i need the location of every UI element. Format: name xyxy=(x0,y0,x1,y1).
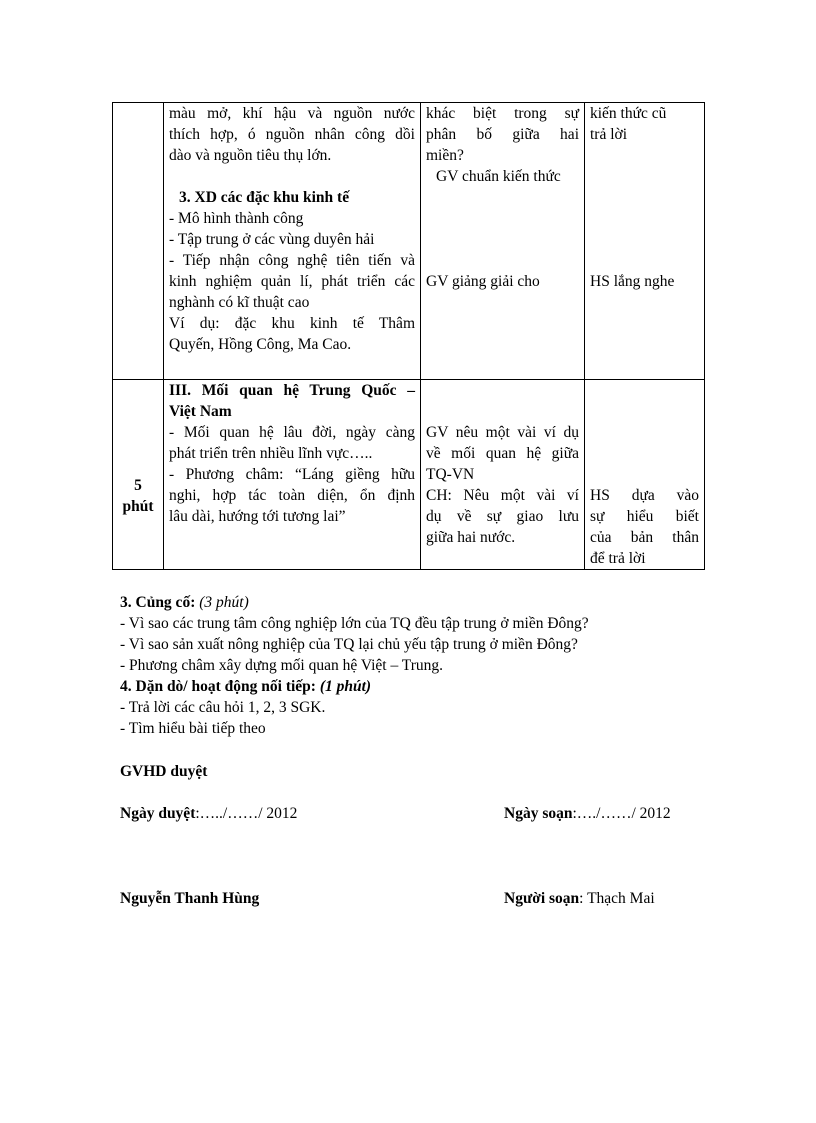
student-line: HS lắng nghe xyxy=(590,273,675,290)
student-line: để trả lời xyxy=(590,550,646,567)
content-line: - Tiếp nhận công nghệ tiên tiến và xyxy=(169,252,415,269)
teacher-line: GV giảng giải cho xyxy=(426,273,540,290)
content-line: Quyến, Hồng Công, Ma Cao. xyxy=(169,336,352,353)
content-line: Ví dụ: đặc khu kinh tế Thâm xyxy=(169,315,415,332)
content-line: - Mối quan hệ lâu đời, ngày càng xyxy=(169,424,415,441)
teacher-cell xyxy=(421,380,585,570)
author-name: : Thạch Mai xyxy=(579,890,655,907)
teacher-line: phân bố giữa hai xyxy=(426,126,579,143)
approve-date: :…../……/ 2012 xyxy=(195,805,298,822)
homework-item: - Tìm hiểu bài tiếp theo xyxy=(120,720,266,737)
approval-title: GVHD duyệt xyxy=(120,763,208,780)
student-line: trả lời xyxy=(590,126,628,143)
approve-label: Ngày duyệt xyxy=(120,805,196,822)
consolidation-section xyxy=(120,592,720,739)
student-line: của bản thân xyxy=(590,529,699,546)
teacher-line: CH: Nêu một vài ví xyxy=(426,487,579,504)
homework-time: (1 phút) xyxy=(319,678,372,695)
lesson-table xyxy=(112,102,705,570)
teacher-line: TQ-VN xyxy=(426,466,475,483)
homework-title: 4. Dặn dò/ hoạt động nối tiếp: xyxy=(120,678,316,695)
author-label: Người soạn xyxy=(504,890,580,907)
content-cell xyxy=(164,380,421,570)
consolidation-item: - Vì sao các trung tâm công nghiệp lớn của TQ đều tập trung ở miền Đông? xyxy=(120,615,589,632)
student-line: sự hiểu biết xyxy=(590,508,699,525)
consolidation-title: 3. Củng cố: xyxy=(120,594,196,611)
time-cell xyxy=(113,103,164,380)
teacher-line: GV chuẩn kiến thức xyxy=(436,168,561,185)
content-line: - Phương châm: “Láng giềng hữu xyxy=(169,466,415,483)
approve-date-line xyxy=(120,803,297,824)
time-cell xyxy=(113,380,164,570)
section-heading: III. Mối quan hệ Trung Quốc – xyxy=(169,382,415,399)
content-line: nghi, hợp tác toàn diện, ổn định xyxy=(169,487,415,504)
teacher-line: miền? xyxy=(426,147,464,164)
content-line: màu mở, khí hậu và nguồn nước xyxy=(169,105,415,122)
content-line: kinh nghiệm quản lí, phát triển các xyxy=(169,273,415,290)
consolidation-item: - Vì sao sản xuất nông nghiệp của TQ lại chủ yếu tập trung ở miền Đông? xyxy=(120,636,578,653)
time-number: 5 xyxy=(134,476,142,494)
student-cell xyxy=(585,103,705,380)
author-line xyxy=(504,888,655,909)
content-line: phát triển trên nhiều lĩnh vực….. xyxy=(169,445,373,462)
teacher-cell xyxy=(421,103,585,380)
content-line: - Tập trung ở các vùng duyên hải xyxy=(169,231,375,248)
section-heading: Việt Nam xyxy=(169,403,232,420)
teacher-line: khác biệt trong sự xyxy=(426,105,579,122)
homework-item: - Trả lời các câu hỏi 1, 2, 3 SGK. xyxy=(120,699,326,716)
compose-date: :…./……/ 2012 xyxy=(572,805,671,822)
approver-name: Nguyễn Thanh Hùng xyxy=(120,890,260,907)
content-line: nghành có kĩ thuật cao xyxy=(169,294,310,311)
compose-date-line xyxy=(504,803,671,824)
consolidation-item: - Phương châm xây dựng mối quan hệ Việt – Trung. xyxy=(120,657,444,674)
content-line: dào và nguồn tiêu thụ lớn. xyxy=(169,147,332,164)
homework-heading xyxy=(120,676,720,697)
teacher-line: về mối quan hệ giữa xyxy=(426,445,579,462)
consolidation-heading xyxy=(120,592,720,613)
student-line: HS dựa vào xyxy=(590,487,699,504)
content-line: thích hợp, ó nguồn nhân công dồi xyxy=(169,126,415,143)
student-line: kiến thức cũ xyxy=(590,105,667,122)
time-unit: phút xyxy=(122,497,154,515)
consolidation-time: (3 phút) xyxy=(199,594,249,611)
teacher-line: GV nêu một vài ví dụ xyxy=(426,424,579,441)
teacher-line: giữa hai nước. xyxy=(426,529,516,546)
table-row xyxy=(113,380,705,570)
student-cell xyxy=(585,380,705,570)
table-row xyxy=(113,103,705,380)
content-cell xyxy=(164,103,421,380)
content-line: lâu dài, hướng tới tương lai” xyxy=(169,508,346,525)
compose-label: Ngày soạn xyxy=(504,805,573,822)
section-heading: 3. XD các đặc khu kinh tế xyxy=(179,189,350,206)
teacher-line: dụ về sự giao lưu xyxy=(426,508,579,525)
content-line: - Mô hình thành công xyxy=(169,210,304,227)
